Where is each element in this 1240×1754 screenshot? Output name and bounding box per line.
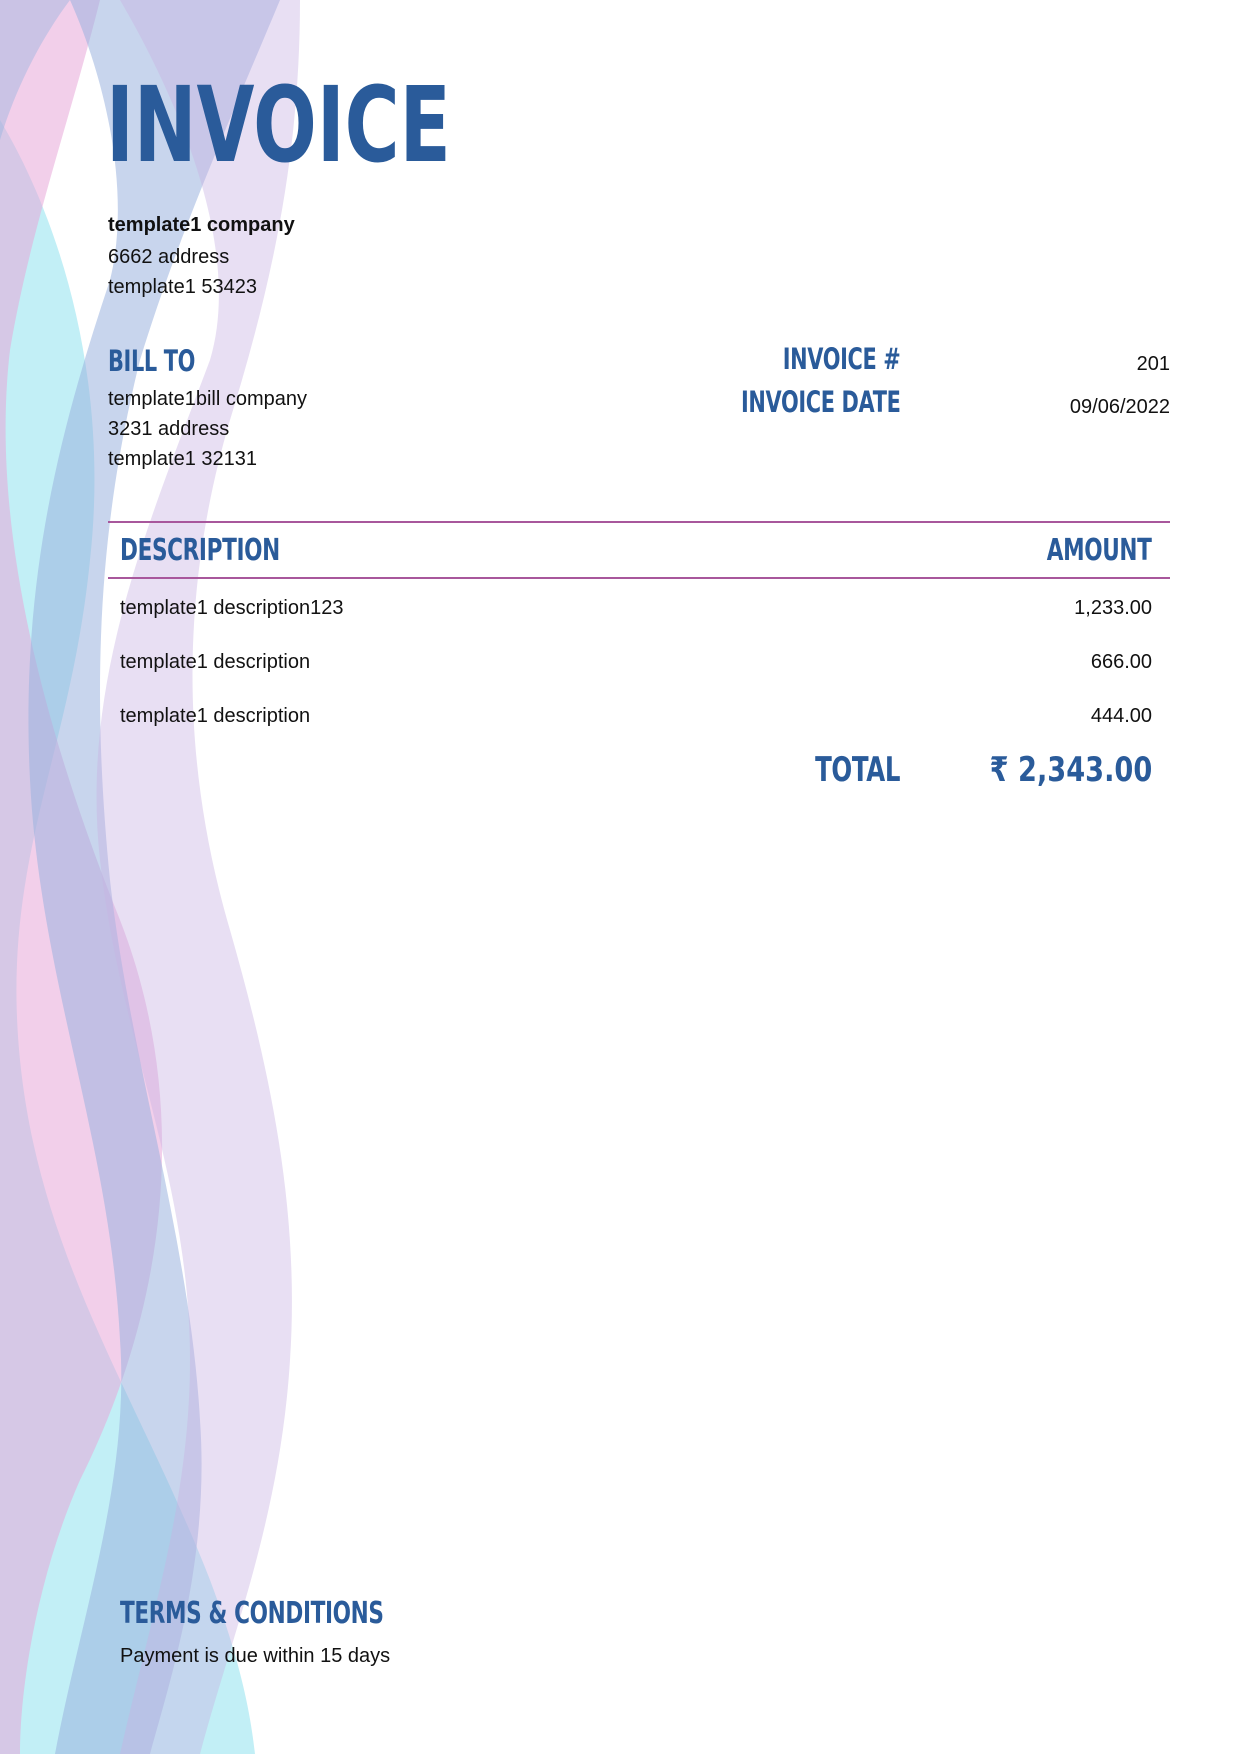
description-header: DESCRIPTION bbox=[120, 533, 280, 568]
total-value: ₹ 2,343.00 bbox=[989, 750, 1152, 790]
table-row bbox=[120, 644, 1152, 698]
amount-header: AMOUNT bbox=[1047, 533, 1152, 568]
invoice-date-label: INVOICE DATE bbox=[740, 385, 900, 419]
item-description: template1 description123 bbox=[120, 597, 344, 619]
total-label: TOTAL bbox=[814, 750, 900, 790]
invoice-title: INVOICE bbox=[106, 64, 451, 186]
terms-label: TERMS & CONDITIONS bbox=[120, 1596, 384, 1631]
table-header-rule bbox=[108, 577, 1170, 579]
item-amount: 666.00 bbox=[1090, 651, 1152, 673]
company-address: 6662 address bbox=[108, 246, 230, 268]
table-row bbox=[120, 590, 1152, 644]
company-block bbox=[108, 210, 295, 302]
line-items bbox=[120, 590, 1152, 752]
company-name: template1 company bbox=[108, 214, 295, 236]
item-amount: 444.00 bbox=[1090, 705, 1152, 727]
terms-text: Payment is due within 15 days bbox=[120, 1645, 391, 1667]
invoice-date-value: 09/06/2022 bbox=[1069, 396, 1170, 418]
item-amount: 1,233.00 bbox=[1074, 597, 1152, 619]
bill-to-label: BILL TO bbox=[108, 344, 196, 378]
bill-to-city: template1 32131 bbox=[108, 448, 258, 470]
item-description: template1 description bbox=[120, 705, 311, 727]
table-row bbox=[120, 698, 1152, 752]
bill-to-address: 3231 address bbox=[108, 418, 230, 440]
company-city: template1 53423 bbox=[108, 276, 258, 298]
item-description: template1 description bbox=[120, 651, 311, 673]
bill-to-block bbox=[108, 384, 307, 474]
bill-to-name: template1bill company bbox=[108, 388, 307, 410]
invoice-number-value: 201 bbox=[1136, 353, 1170, 375]
table-top-rule bbox=[108, 521, 1170, 523]
invoice-number-label: INVOICE # bbox=[782, 342, 900, 376]
